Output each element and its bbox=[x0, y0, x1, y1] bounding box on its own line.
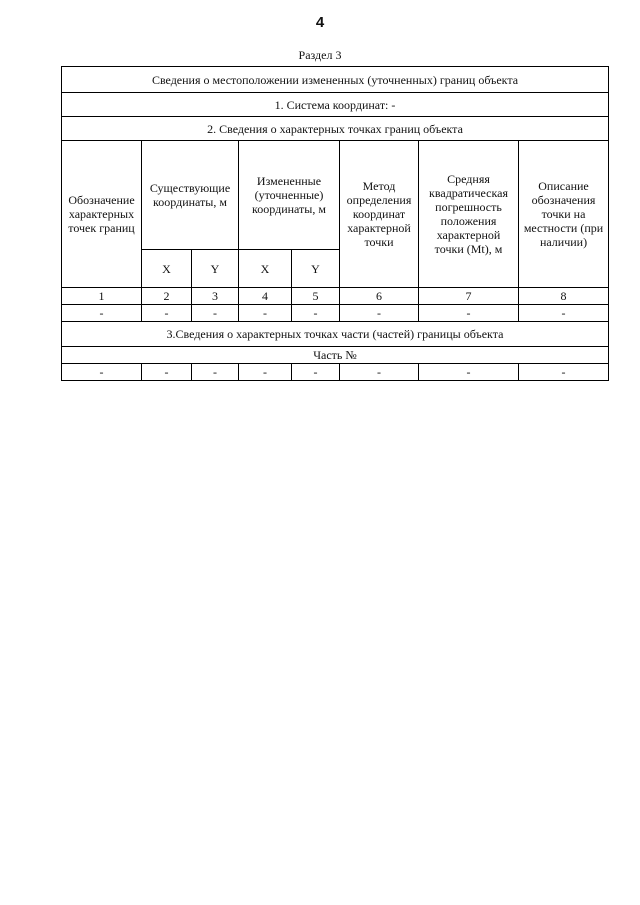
header-row bbox=[62, 141, 609, 250]
column-number: 7 bbox=[419, 288, 519, 305]
table-cell: - bbox=[419, 305, 519, 322]
table-row bbox=[62, 305, 609, 322]
part-number-label: Часть № bbox=[62, 347, 609, 364]
table-title: Сведения о местоположении измененных (уточненных) границ объекта bbox=[62, 67, 609, 93]
header-changed-coords: Измененные (уточненные) координаты, м bbox=[239, 141, 340, 250]
table-cell: - bbox=[239, 364, 292, 381]
coordinate-system-row bbox=[62, 93, 609, 117]
part-heading-row bbox=[62, 322, 609, 347]
column-numbers-row bbox=[62, 288, 609, 305]
table-cell: - bbox=[340, 364, 419, 381]
header-changed-x: X bbox=[239, 250, 292, 288]
table-title-row bbox=[62, 67, 609, 93]
header-existing-coords: Существующие координаты, м bbox=[142, 141, 239, 250]
table-cell: - bbox=[62, 305, 142, 322]
header-existing-x: X bbox=[142, 250, 192, 288]
table-cell: - bbox=[142, 305, 192, 322]
section-label: Раздел 3 bbox=[298, 48, 342, 62]
column-number: 3 bbox=[192, 288, 239, 305]
table-cell: - bbox=[340, 305, 419, 322]
column-number: 1 bbox=[62, 288, 142, 305]
points-heading: 2. Сведения о характерных точках границ объекта bbox=[62, 117, 609, 141]
table-cell: - bbox=[192, 305, 239, 322]
header-designation: Обозначение характерных точек границ bbox=[62, 141, 142, 288]
boundary-points-table bbox=[61, 66, 609, 381]
column-number: 6 bbox=[340, 288, 419, 305]
column-number: 8 bbox=[519, 288, 609, 305]
table-cell: - bbox=[142, 364, 192, 381]
points-heading-row bbox=[62, 117, 609, 141]
table-cell: - bbox=[62, 364, 142, 381]
table-cell: - bbox=[239, 305, 292, 322]
table-cell: - bbox=[192, 364, 239, 381]
table-cell: - bbox=[292, 305, 340, 322]
table-cell: - bbox=[292, 364, 340, 381]
table-cell: - bbox=[419, 364, 519, 381]
column-number: 4 bbox=[239, 288, 292, 305]
header-description: Описание обозначения точки на местности (при наличии) bbox=[519, 141, 609, 288]
header-existing-y: Y bbox=[192, 250, 239, 288]
page-number: 4 bbox=[315, 14, 325, 31]
column-number: 2 bbox=[142, 288, 192, 305]
table-cell: - bbox=[519, 305, 609, 322]
part-number-row bbox=[62, 347, 609, 364]
column-number: 5 bbox=[292, 288, 340, 305]
table-cell: - bbox=[519, 364, 609, 381]
part-heading: 3.Сведения о характерных точках части (частей) границы объекта bbox=[62, 322, 609, 347]
header-error: Средняя квадратическая погрешность положения характерной точки (Mt), м bbox=[419, 141, 519, 288]
coordinate-system: 1. Система координат: - bbox=[62, 93, 609, 117]
header-method: Метод определения координат характерной точки bbox=[340, 141, 419, 288]
header-changed-y: Y bbox=[292, 250, 340, 288]
table-row bbox=[62, 364, 609, 381]
